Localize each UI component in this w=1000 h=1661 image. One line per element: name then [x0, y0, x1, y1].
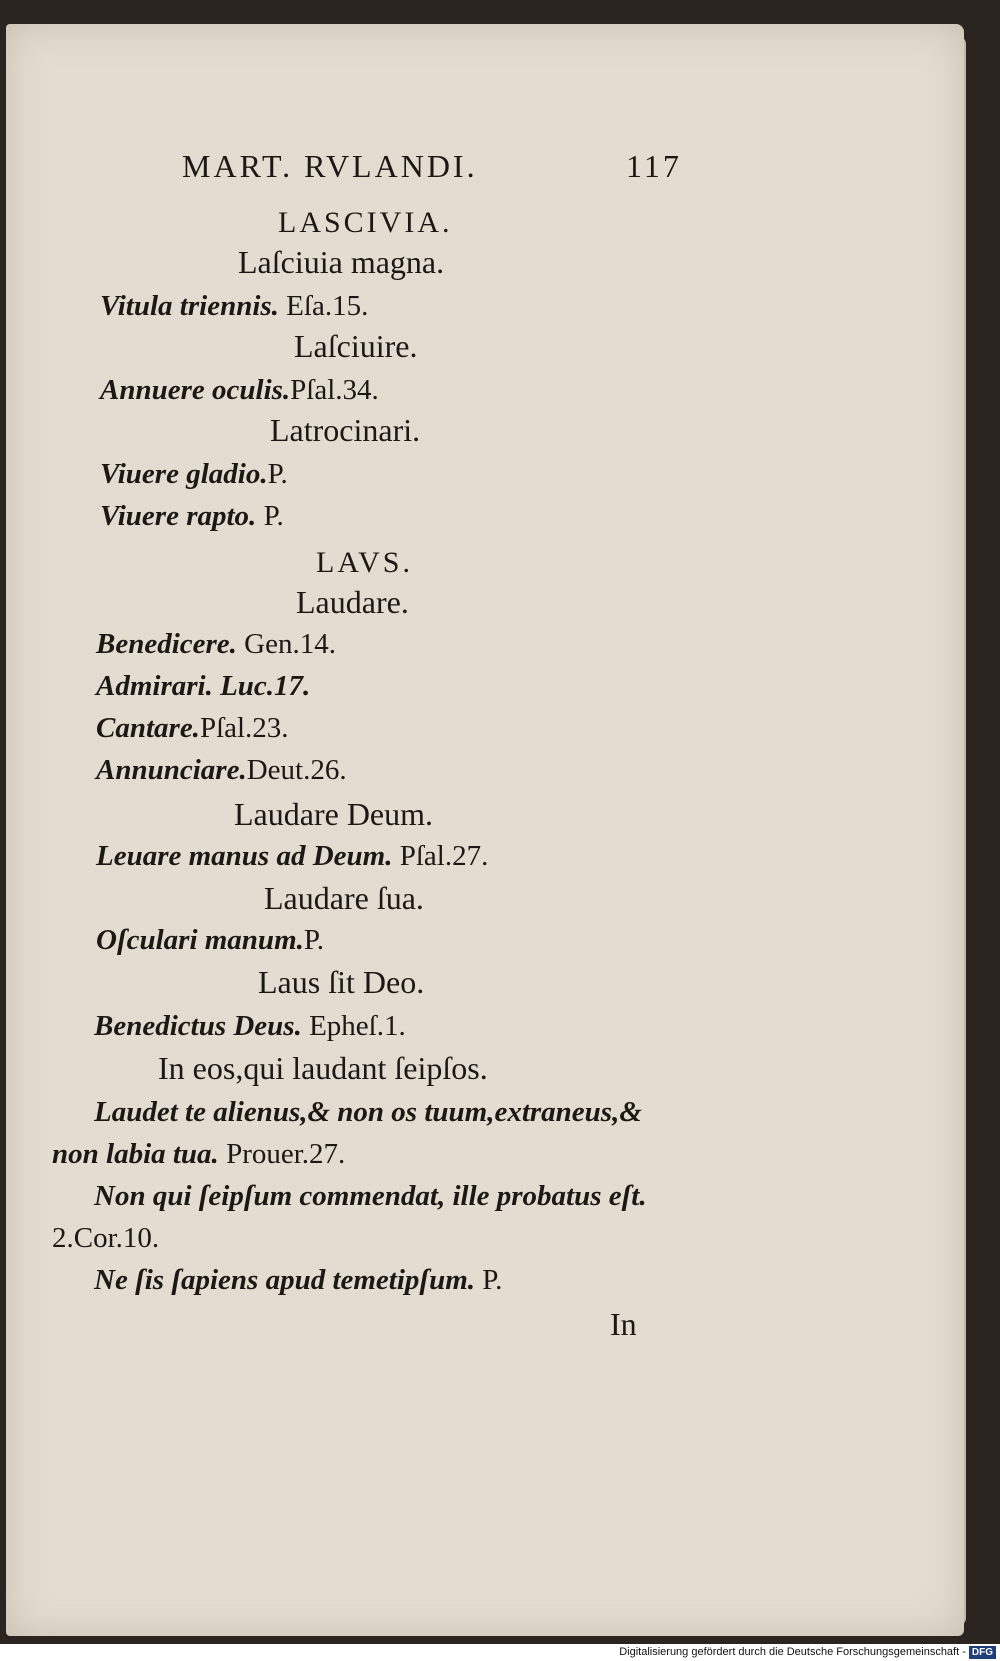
subheading: Laudare ſua. — [264, 880, 424, 916]
quotation-line: 2.Cor.10. — [52, 1222, 160, 1254]
subheading: Latrocinari. — [270, 412, 421, 448]
subheading: Laudare Deum. — [234, 796, 434, 832]
entry: Benedicere. Gen.14. — [96, 628, 336, 660]
entry: Annuere oculis.Pſal.34. — [100, 374, 379, 406]
book-page — [6, 24, 964, 1636]
subheading: Laudare. — [296, 584, 409, 620]
subheading: Laus ſit Deo. — [258, 964, 425, 1000]
quotation-line: Non qui ſeipſum commendat, ille probatus eſt. — [94, 1180, 647, 1212]
quotation-line: Ne ſis ſapiens apud temetipſum. P. — [94, 1264, 503, 1296]
section-heading: LAVS. — [316, 546, 413, 579]
entry: Cantare.Pſal.23. — [96, 712, 289, 744]
entry: Vitula triennis. Eſa.15. — [100, 290, 369, 322]
subheading: Laſciuire. — [294, 328, 418, 364]
entry: Oſculari manum.P. — [96, 924, 325, 956]
entry: Admirari. Luc.17. — [96, 670, 311, 702]
dfg-logo: DFG — [969, 1646, 996, 1659]
digitization-footer — [0, 1644, 1000, 1661]
section-heading: LASCIVIA. — [278, 206, 453, 239]
footer-credit: Digitalisierung gefördert durch die Deutsche Forschungsgemeinschaft - — [619, 1646, 966, 1658]
running-title: MART. RVLANDI. — [182, 148, 478, 184]
entry: Leuare manus ad Deum. Pſal.27. — [96, 840, 489, 872]
entry: Viuere rapto. P. — [100, 500, 284, 532]
subheading: Laſciuia magna. — [238, 244, 445, 280]
entry: Annunciare.Deut.26. — [96, 754, 347, 786]
entry: Benedictus Deus. Epheſ.1. — [94, 1010, 406, 1042]
page-number: 117 — [626, 148, 682, 184]
catchword: In — [610, 1306, 637, 1342]
entry: Viuere gladio.P. — [100, 458, 288, 490]
quotation-line: Laudet te alienus,& non os tuum,extraneus,& — [94, 1096, 642, 1128]
quotation-line: non labia tua. Prouer.27. — [52, 1138, 346, 1170]
subheading: In eos,qui laudant ſeipſos. — [158, 1050, 488, 1086]
